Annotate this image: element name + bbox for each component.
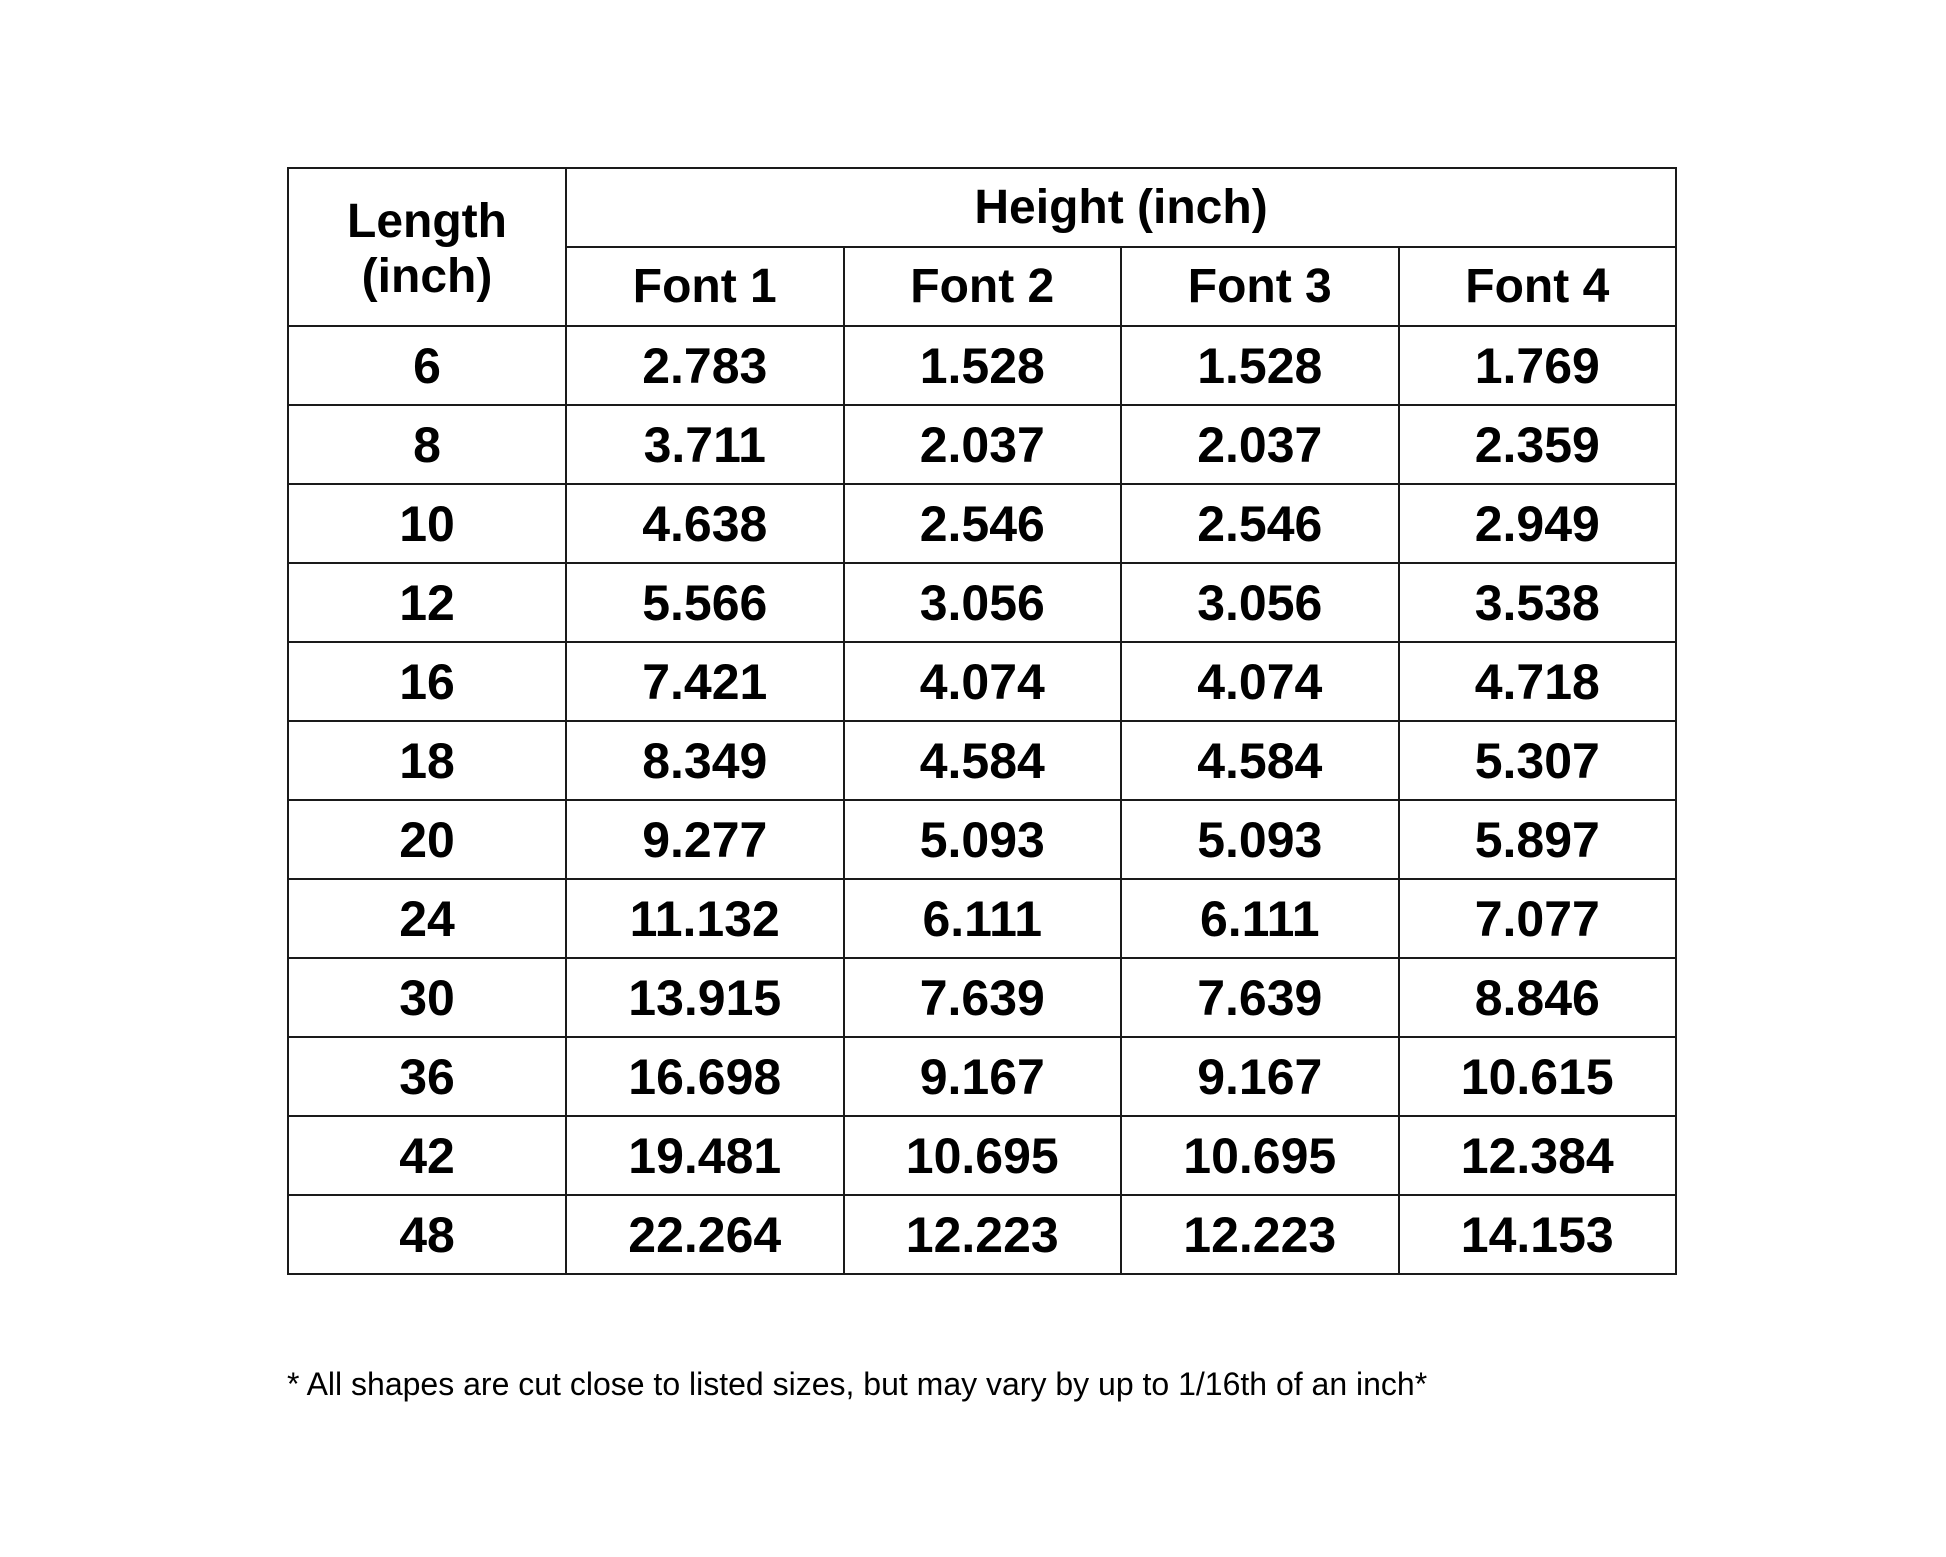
height-cell-font-1: 4.638 [566, 484, 844, 563]
height-cell-font-2: 2.037 [844, 405, 1122, 484]
height-cell-font-1: 13.915 [566, 958, 844, 1037]
height-cell-font-1: 5.566 [566, 563, 844, 642]
height-cell-font-2: 1.528 [844, 326, 1122, 405]
height-cell-font-2: 2.546 [844, 484, 1122, 563]
table-row [288, 405, 1676, 484]
table-row [288, 1037, 1676, 1116]
height-cell-font-1: 7.421 [566, 642, 844, 721]
table-row [288, 326, 1676, 405]
height-cell-font-3: 2.546 [1121, 484, 1399, 563]
height-cell-font-2: 4.584 [844, 721, 1122, 800]
height-cell-font-1: 9.277 [566, 800, 844, 879]
length-cell: 42 [288, 1116, 566, 1195]
length-cell: 30 [288, 958, 566, 1037]
height-cell-font-4: 1.769 [1399, 326, 1677, 405]
height-cell-font-2: 3.056 [844, 563, 1122, 642]
font-header-1: Font 1 [566, 247, 844, 326]
height-cell-font-4: 5.307 [1399, 721, 1677, 800]
height-cell-font-2: 6.111 [844, 879, 1122, 958]
height-cell-font-4: 4.718 [1399, 642, 1677, 721]
font-header-4: Font 4 [1399, 247, 1677, 326]
height-cell-font-4: 2.359 [1399, 405, 1677, 484]
height-cell-font-4: 14.153 [1399, 1195, 1677, 1274]
length-cell: 48 [288, 1195, 566, 1274]
header-row-top [288, 168, 1676, 247]
length-cell: 24 [288, 879, 566, 958]
height-cell-font-3: 7.639 [1121, 958, 1399, 1037]
length-cell: 16 [288, 642, 566, 721]
length-cell: 8 [288, 405, 566, 484]
length-cell: 12 [288, 563, 566, 642]
table-body [288, 326, 1676, 1274]
table-row [288, 721, 1676, 800]
height-cell-font-1: 8.349 [566, 721, 844, 800]
height-cell-font-3: 2.037 [1121, 405, 1399, 484]
height-cell-font-3: 10.695 [1121, 1116, 1399, 1195]
height-cell-font-2: 4.074 [844, 642, 1122, 721]
length-cell: 20 [288, 800, 566, 879]
height-cell-font-3: 1.528 [1121, 326, 1399, 405]
height-cell-font-3: 5.093 [1121, 800, 1399, 879]
height-cell-font-3: 12.223 [1121, 1195, 1399, 1274]
table-row [288, 800, 1676, 879]
height-cell-font-1: 16.698 [566, 1037, 844, 1116]
height-cell-font-4: 12.384 [1399, 1116, 1677, 1195]
height-cell-font-4: 5.897 [1399, 800, 1677, 879]
height-cell-font-4: 8.846 [1399, 958, 1677, 1037]
table-row [288, 879, 1676, 958]
table-row [288, 958, 1676, 1037]
height-cell-font-1: 11.132 [566, 879, 844, 958]
length-header-label: Length (inch) [347, 194, 507, 303]
length-cell: 18 [288, 721, 566, 800]
height-cell-font-3: 4.584 [1121, 721, 1399, 800]
table-row [288, 563, 1676, 642]
size-table [287, 167, 1677, 1275]
height-cell-font-4: 3.538 [1399, 563, 1677, 642]
height-cell-font-3: 3.056 [1121, 563, 1399, 642]
height-cell-font-1: 2.783 [566, 326, 844, 405]
font-header-3: Font 3 [1121, 247, 1399, 326]
height-cell-font-3: 6.111 [1121, 879, 1399, 958]
table-row [288, 642, 1676, 721]
height-cell-font-4: 7.077 [1399, 879, 1677, 958]
height-cell-font-3: 4.074 [1121, 642, 1399, 721]
height-cell-font-1: 22.264 [566, 1195, 844, 1274]
height-cell-font-1: 19.481 [566, 1116, 844, 1195]
height-cell-font-2: 10.695 [844, 1116, 1122, 1195]
height-cell-font-4: 2.949 [1399, 484, 1677, 563]
font-header-2: Font 2 [844, 247, 1122, 326]
length-cell: 10 [288, 484, 566, 563]
table-row [288, 1116, 1676, 1195]
height-cell-font-1: 3.711 [566, 405, 844, 484]
height-cell-font-2: 7.639 [844, 958, 1122, 1037]
height-header: Height (inch) [566, 168, 1676, 247]
height-cell-font-2: 9.167 [844, 1037, 1122, 1116]
table-header [288, 168, 1676, 326]
height-cell-font-3: 9.167 [1121, 1037, 1399, 1116]
table-row [288, 484, 1676, 563]
footnote: * All shapes are cut close to listed sizes, but may vary by up to 1/16th of an inch* [287, 1366, 1428, 1402]
length-cell: 36 [288, 1037, 566, 1116]
length-header [288, 168, 566, 326]
length-cell: 6 [288, 326, 566, 405]
height-cell-font-2: 12.223 [844, 1195, 1122, 1274]
height-cell-font-2: 5.093 [844, 800, 1122, 879]
height-cell-font-4: 10.615 [1399, 1037, 1677, 1116]
table-row [288, 1195, 1676, 1274]
